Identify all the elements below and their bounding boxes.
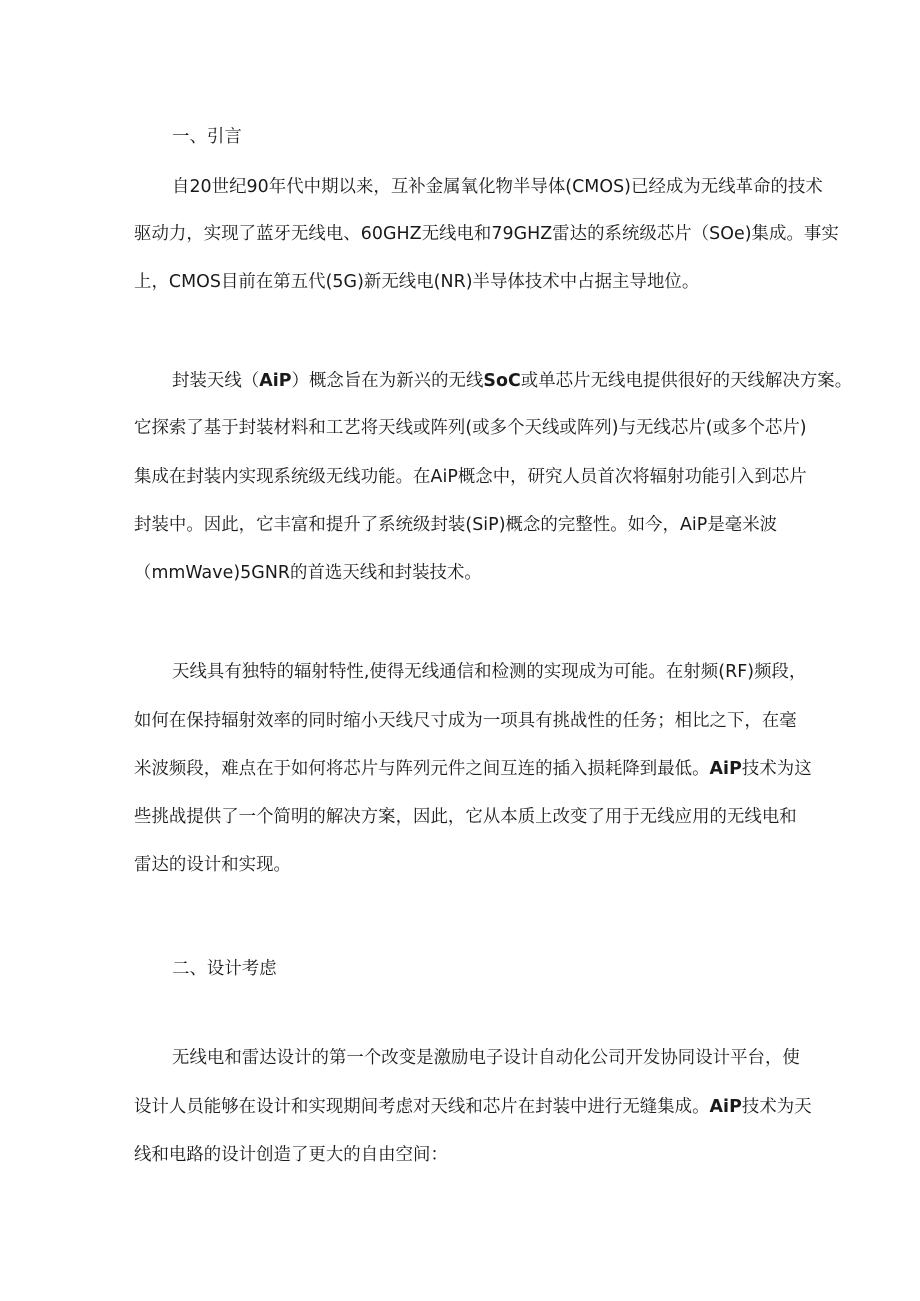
paragraph-line: 它探索了基于封装材料和工艺将天线或阵列(或多个天线或阵列)与无线芯片(或多个芯片) bbox=[134, 418, 807, 438]
bold-term: AiP bbox=[709, 759, 742, 779]
bold-term: AiP bbox=[259, 371, 292, 391]
paragraph-line bbox=[172, 369, 852, 393]
paragraph-line: 些挑战提供了一个简明的解决方案，因此，它从本质上改变了用于无线应用的无线电和 bbox=[134, 807, 797, 827]
paragraph-line bbox=[134, 757, 812, 781]
paragraph-line: 无线电和雷达设计的第一个改变是激励电子设计自动化公司开发协同设计平台，使 bbox=[172, 1048, 800, 1068]
paragraph-line: 天线具有独特的辐射特性,使得无线通信和检测的实现成为可能。在射频(RF)频段， bbox=[172, 662, 807, 682]
text-run: 技术为这 bbox=[741, 759, 812, 779]
paragraph-line: 上，CMOS目前在第五代(5G)新无线电(NR)半导体技术中占据主导地位。 bbox=[134, 272, 700, 292]
bold-term: AiP bbox=[709, 1097, 742, 1117]
text-run: 封装天线（ bbox=[172, 371, 260, 391]
text-run: ）概念旨在为新兴的无线 bbox=[291, 371, 484, 391]
paragraph-line: 如何在保持辐射效率的同时缩小天线尺寸成为一项具有挑战性的任务；相比之下，在毫 bbox=[134, 711, 797, 731]
section-heading-introduction: 一、引言 bbox=[172, 127, 242, 147]
paragraph-line: 线和电路的设计创造了更大的自由空间： bbox=[134, 1145, 448, 1165]
text-run: 或单芯片无线电提供很好的天线解决方案。 bbox=[520, 371, 853, 391]
paragraph-line: 集成在封装内实现系统级无线功能。在AiP概念中，研究人员首次将辐射功能引入到芯片 bbox=[134, 467, 807, 487]
bold-term: SoC bbox=[483, 371, 521, 391]
text-run: 技术为天 bbox=[741, 1097, 812, 1117]
paragraph-line: （mmWave)5GNR的首选天线和封装技术。 bbox=[134, 563, 482, 583]
text-run: 设计人员能够在设计和实现期间考虑对天线和芯片在封装中进行无缝集成。 bbox=[134, 1097, 710, 1117]
text-run: 米波频段，难点在于如何将芯片与阵列元件之间互连的插入损耗降到最低。 bbox=[134, 759, 710, 779]
paragraph-line: 雷达的设计和实现。 bbox=[134, 855, 291, 875]
paragraph-line: 自20世纪90年代中期以来，互补金属氧化物半导体(CMOS)已经成为无线革命的技术 bbox=[172, 177, 823, 197]
paragraph-line: 封装中。因此，它丰富和提升了系统级封装(SiP)概念的完整性。如今，AiP是毫米波 bbox=[134, 515, 778, 535]
paragraph-line bbox=[134, 1095, 812, 1119]
paragraph-line: 驱动力，实现了蓝牙无线电、60GHZ无线电和79GHZ雷达的系统级芯片（SOe)集成。事实 bbox=[134, 224, 839, 244]
section-heading-design-considerations: 二、设计考虑 bbox=[172, 959, 277, 979]
